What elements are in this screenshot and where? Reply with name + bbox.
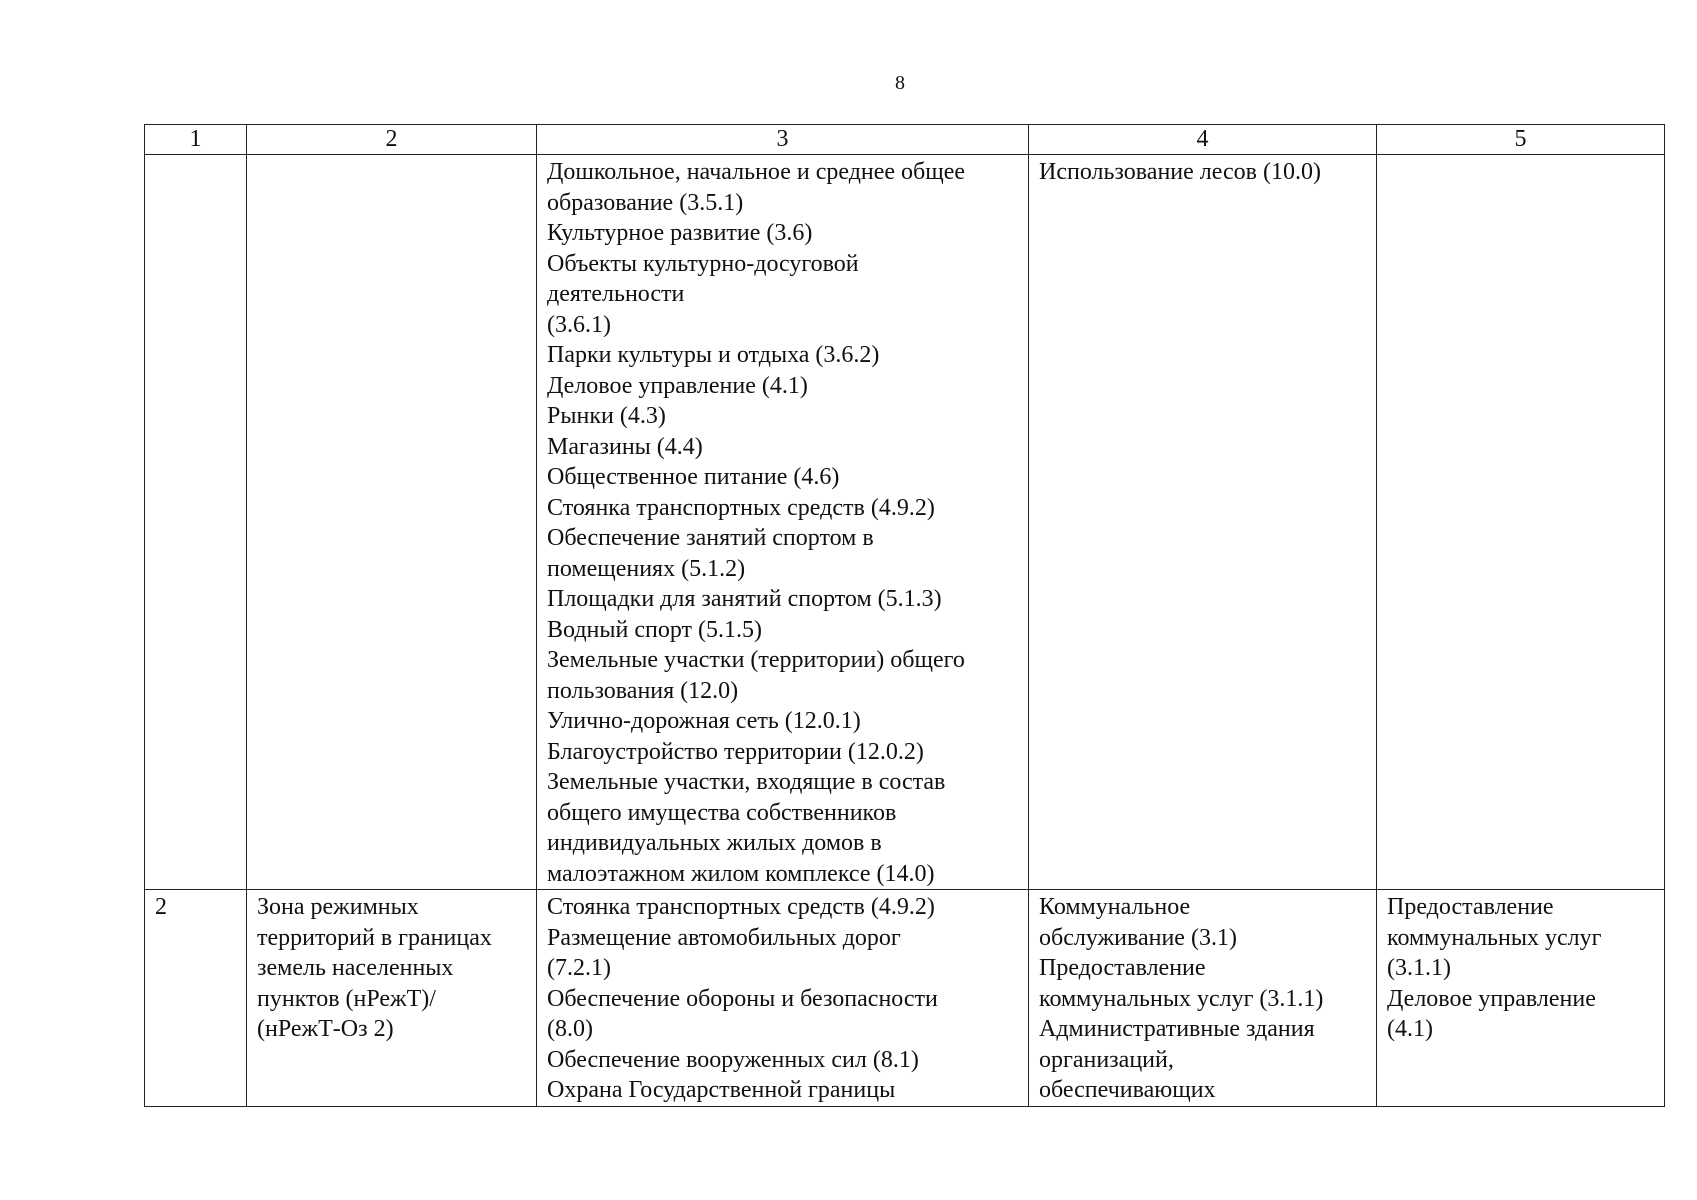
table-cell-col-5 [1377,155,1665,890]
cell-text-line: Земельные участки, входящие в состав [547,769,946,795]
cell-text-line: обеспечивающих [1039,1077,1216,1103]
cell-text-line: образование (3.5.1) [547,189,744,216]
cell-text-line: Магазины (4.4) [547,433,703,460]
cell-text-line: Водный спорт (5.1.5) [547,616,762,643]
column-number-2: 2 [247,125,537,155]
cell-text-line: (3.1.1) [1387,955,1451,981]
cell-text-line: Коммунальное [1039,894,1191,920]
table-cell-col-2 [247,155,537,890]
cell-text-line: Улично-дорожная сеть (12.0.1) [547,708,861,734]
column-number-1: 1 [145,125,247,155]
cell-text-line: Обеспечение обороны и безопасности [547,985,938,1012]
cell-text-line: Стоянка транспортных средств (4.9.2) [547,494,935,521]
cell-text-line: (8.0) [547,1016,593,1042]
cell-text-line: индивидуальных жилых домов в [547,830,882,856]
cell-text-line: деятельности [547,281,685,307]
cell-text-line: Культурное развитие (3.6) [547,220,813,246]
cell-text-line: Размещение автомобильных дорог [547,924,901,951]
cell-text-line: Общественное питание (4.6) [547,464,840,490]
cell-text-line: Предоставление [1387,894,1554,920]
cell-text-line: Зона режимных [257,894,419,920]
table-cell-col-4 [1029,890,1377,1107]
cell-text-line: земель населенных [257,955,454,981]
cell-text-line: Дошкольное, начальное и среднее общее [547,159,966,185]
cell-text-line: Использование лесов (10.0) [1039,159,1321,185]
cell-text-line: Обеспечение вооруженных сил (8.1) [547,1046,919,1073]
column-number-5: 5 [1377,125,1665,155]
cell-text-line: Деловое управление [1387,985,1596,1012]
cell-text-line: Охрана Государственной границы [547,1077,896,1103]
cell-text-line: помещениях (5.1.2) [547,555,746,582]
table-row [145,155,1665,890]
page-number: 8 [895,72,905,94]
cell-text-line: общего имущества собственников [547,799,897,826]
cell-text-line: пунктов (нРежТ)/ [257,985,436,1012]
column-number-4: 4 [1029,125,1377,155]
table-cell-col-1 [145,890,247,1107]
cell-text-line: Парки культуры и отдыха (3.6.2) [547,342,880,368]
table-cell-col-1 [145,155,247,890]
cell-text-line: Стоянка транспортных средств (4.9.2) [547,894,935,920]
cell-text-line: 2 [155,894,167,920]
cell-text-line: (7.2.1) [547,955,611,981]
cell-text-line: малоэтажном жилом комплексе (14.0) [547,860,935,887]
cell-text-line: коммунальных услуг (3.1.1) [1039,985,1324,1012]
table-cell-col-3 [537,155,1029,890]
cell-text-line: обслуживание (3.1) [1039,924,1237,951]
cell-text-line: Рынки (4.3) [547,403,666,429]
cell-text-line: пользования (12.0) [547,677,739,704]
cell-text-line: Объекты культурно-досуговой [547,250,859,277]
cell-text-line: Земельные участки (территории) общего [547,647,965,673]
cell-text-line: (4.1) [1387,1016,1433,1042]
cell-text-line: коммунальных услуг [1387,924,1602,951]
cell-text-line: Благоустройство территории (12.0.2) [547,738,924,765]
cell-text-line: (нРежТ-Оз 2) [257,1016,394,1042]
column-number-row [145,125,1665,155]
cell-text-line: (3.6.1) [547,311,611,338]
cell-text-line: Деловое управление (4.1) [547,372,808,399]
cell-text-line: Предоставление [1039,955,1206,981]
zoning-table [144,124,1665,1107]
cell-text-line: Обеспечение занятий спортом в [547,525,874,551]
cell-text-line: организаций, [1039,1046,1174,1073]
cell-text-line: Площадки для занятий спортом (5.1.3) [547,586,942,612]
table-cell-col-5 [1377,890,1665,1107]
table-row [145,890,1665,1107]
table-cell-col-4 [1029,155,1377,890]
table-cell-col-2 [247,890,537,1107]
cell-text-line: территорий в границах [257,924,492,951]
table-cell-col-3 [537,890,1029,1107]
column-number-3: 3 [537,125,1029,155]
cell-text-line: Административные здания [1039,1016,1315,1042]
